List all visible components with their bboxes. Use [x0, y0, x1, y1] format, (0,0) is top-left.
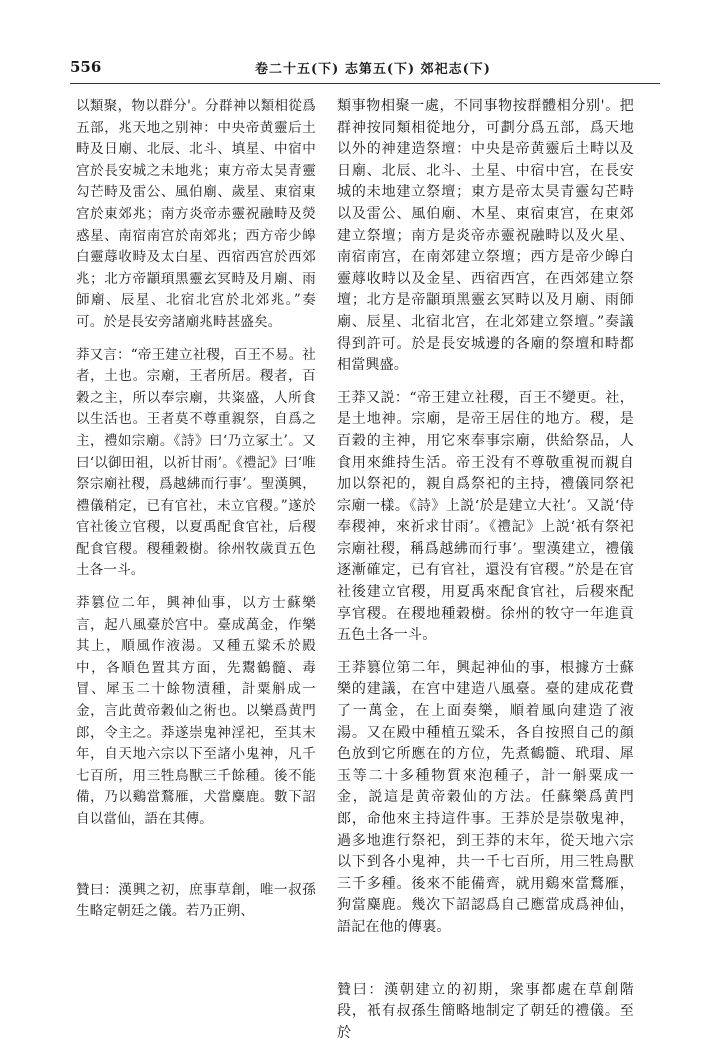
- translation-paragraph: 贊曰：漢朝建立的初期，衆事都處在草創階段，衹有叔孫生簡略地制定了朝廷的禮儀。至於: [337, 981, 634, 1041]
- running-head: 卷二十五(下) 志第五(下) 郊祀志(下): [255, 62, 491, 77]
- classical-paragraph: 以類聚，物以群分'。分群神以類相從爲五部，兆天地之别神：中央帝黄靈后土畤及日廟、北辰、北斗、填星、中宿中宫於長安城之未地兆；東方帝太昊青靈勾芒畤及雷公、風伯廟、歲星、東宿東宫於東郊兆；南方炎帝赤靈祝融畤及熒惑星、南宿南宫於南郊兆；西方帝少皞白靈蓐收畤及太白星、西宿西宫於西郊兆；北方帝顓頊黑靈玄冥畤及月廟、雨師廟、辰星、北宿北宫於北郊兆。”奏可。於是長安旁諸廟兆畤甚盛矣。: [76, 98, 316, 330]
- classical-paragraph: 贊曰：漢興之初，庶事草創，唯一叔孫生略定朝廷之儀。若乃正朔、: [76, 881, 316, 920]
- page-header: [70, 58, 660, 78]
- classical-text-column: [76, 96, 316, 934]
- translation-paragraph: 王莽篡位第二年，興起神仙的事，根據方士蘇樂的建議，在宫中建造八風臺。臺的建成花費了一萬金，在上面奏樂，順着風向建造了液湯。又在殿中種植五粱禾，各自按照自己的顔色放到它所應在的方位，先煮鶴髓、玳瑁、犀玉等二十多種物質來泡種子，計一斛粟成一金，説這是黄帝穀仙的方法。任蘇樂爲黄門郎，命他來主持這件事。王莽於是崇敬鬼神，過多地進行祭祀，到王莽的末年，從天地六宗以下到各小鬼神，共一千七百所，用三牲鳥獸三千多種。後來不能備齊，就用鷄來當鶩雁，狗當麋鹿。幾次下詔認爲自己應當成爲神仙，語記在他的傳裏。: [337, 659, 634, 935]
- classical-paragraph: 莽又言：“帝王建立社稷，百王不易。社者，土也。宗廟，王者所居。稷者，百穀之主，所以奉宗廟，共粢盛，人所食以生活也。王者莫不尊重親祭，自爲之主，禮如宗廟。《詩》曰‘乃立冢土’。又曰‘以御田祖，以祈甘雨’。《禮記》曰‘唯祭宗廟社稷，爲越紼而行事’。聖漢興，禮儀稍定，已有官社，未立官稷。”遂於官社後立官稷，以夏禹配食官社，后稷配食官稷。稷種穀樹。徐州牧歲貢五色土各一斗。: [76, 346, 316, 579]
- header-rule: [70, 83, 660, 84]
- translation-paragraph: 王莽又説：“帝王建立社稷，百王不變更。社，是土地神。宗廟，是帝王居住的地方。稷，是百穀的主神，用它來奉事宗廟，供給祭品，人食用來維持生活。帝王没有不尊敬重視而親自加以祭祀的，親自爲祭祀的主持，禮儀同祭祀宗廟一樣。《詩》上説‘於是建立大社’。又説‘侍奉稷神，來祈求甘雨’。《禮記》上説‘祇有祭祀宗廟社稷，稱爲越紼而行事’。聖漢建立，禮儀逐漸確定，已有官社，還没有官稷。”於是在官社後建立官稷，用夏禹來配食官社，后稷來配享官稷。在稷地種穀樹。徐州的牧守一年進貢五色土各一斗。: [337, 389, 634, 644]
- page-number: 556: [70, 58, 102, 76]
- translation-text-column: [337, 96, 634, 1055]
- translation-paragraph: 類事物相聚一處，不同事物按群體相分别'。把群神按同類相從地分，可劃分爲五部，爲天地以外的神建造祭壇：中央是帝黄靈后土畤以及日廟、北辰、北斗、土星、中宿中宫，在長安城的未地建立祭壇；東方是帝太昊青靈勾芒畤以及雷公、風伯廟、木星、東宿東宫，在東郊建立祭壇；南方是炎帝赤靈祝融畤以及火星、南宿南宫，在南郊建立祭壇；西方是帝少皞白靈蓐收畤以及金星、西宿西宫，在西郊建立祭壇；北方是帝顓頊黑靈玄冥畤以及月廟、雨師廟、辰星、北宿北宫，在北郊建立祭壇。”奏議得到許可。於是長安城邊的各廟的祭壇和畤都相當興盛。: [337, 98, 634, 374]
- classical-paragraph: 莽篡位二年，興神仙事，以方士蘇樂言，起八風臺於宫中。臺成萬金，作樂其上，順風作液湯。又種五粱禾於殿中，各順色置其方面，先鬻鶴髓、毒冒、犀玉二十餘物漬種，計粟斛成一金，言此黄帝穀仙之術也。以樂爲黄門郎，令主之。莽遂崇鬼神淫祀，至其末年，自天地六宗以下至諸小鬼神，凡千七百所，用三牲鳥獸三千餘種。後不能備，乃以鷄當鶩雁，犬當麋鹿。數下詔自以當仙，語在其傳。: [76, 595, 316, 827]
